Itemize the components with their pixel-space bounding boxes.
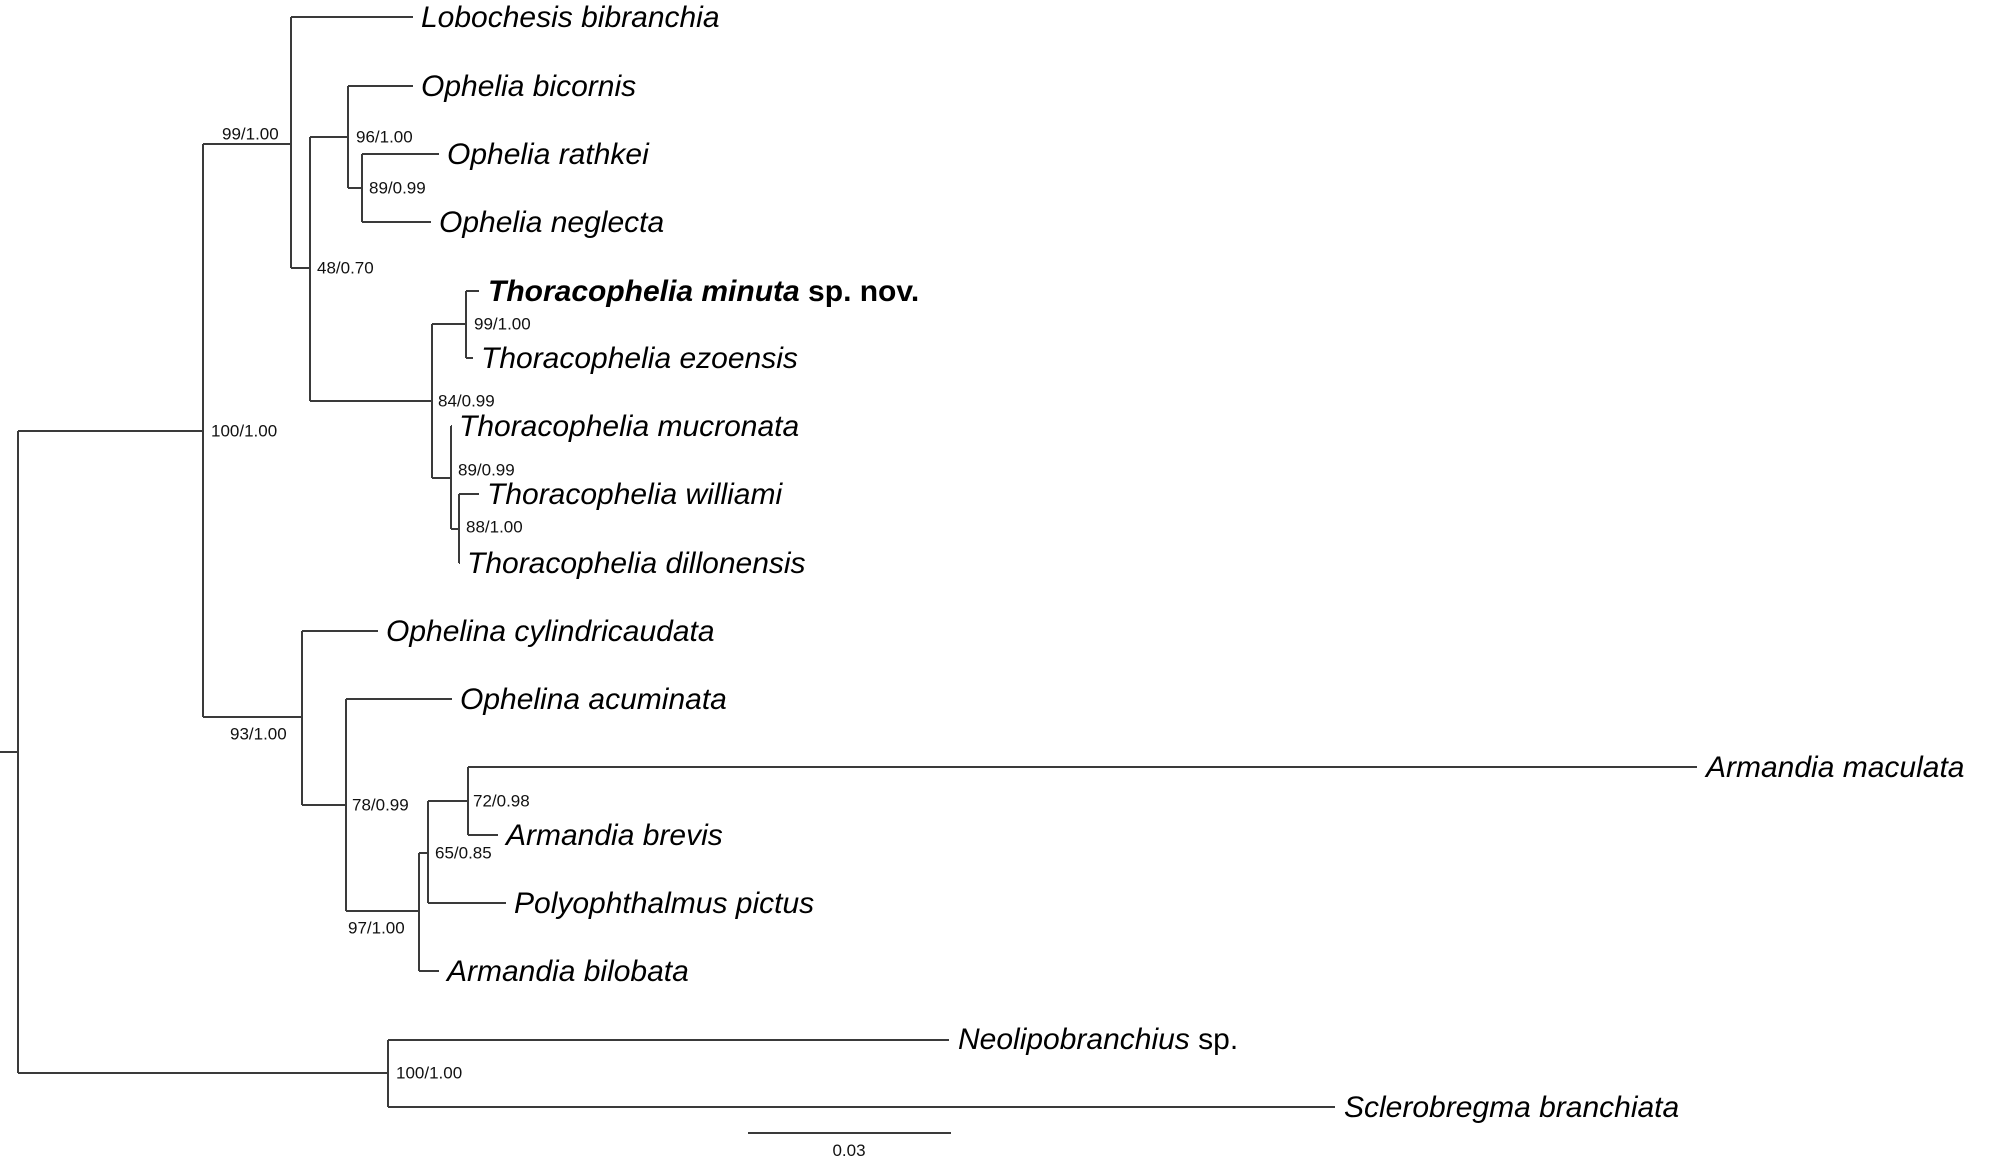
taxon-label-thoracophelia-williami (487, 478, 783, 511)
taxon-name: Ophelia neglecta (439, 205, 665, 239)
taxon-name: Ophelina acuminata (460, 682, 727, 716)
taxon-name: Ophelia bicornis (421, 69, 637, 103)
branches-layer (0, 17, 1697, 1107)
support-value-node-ophelia: 96/1.00 (356, 127, 413, 147)
taxon-name: Ophelina cylindricaudata (386, 614, 715, 648)
taxon-label-ophelina-acuminata (460, 683, 727, 716)
taxon-label-neolipobranchius-sp (958, 1023, 1238, 1056)
support-value-node-acuminata-armandia: 78/0.99 (352, 795, 409, 815)
support-values-layer (211, 125, 531, 1083)
taxon-label-thoracophelia-dillonensis (467, 547, 806, 580)
taxon-label-lobochesis-bibranchia (421, 1, 720, 34)
taxon-label-sclerobregma-branchiata (1344, 1091, 1679, 1124)
support-value-node-minuta-ezoensis: 99/1.00 (474, 314, 531, 334)
taxon-name: Lobochesis bibranchia (421, 0, 720, 34)
scale-bar (748, 1133, 951, 1160)
taxon-name: Armandia brevis (506, 818, 723, 852)
taxon-labels-layer (386, 1, 1964, 1124)
support-value-node-thoracophelia: 84/0.99 (438, 391, 495, 411)
scale-bar-label: 0.03 (832, 1141, 866, 1160)
taxon-name: Sclerobregma branchiata (1344, 1090, 1680, 1124)
taxon-label-armandia-brevis (504, 819, 723, 852)
taxon-label-thoracophelia-ezoensis (481, 342, 798, 375)
taxon-suffix: sp. (1189, 1022, 1239, 1056)
taxon-name: Thoracophelia mucronata (459, 409, 800, 443)
taxon-name: Armandia bilobata (447, 954, 689, 988)
taxon-label-ophelia-neglecta (439, 206, 664, 239)
taxon-name: Thoracophelia ezoensis (481, 341, 798, 375)
support-value-node-rathkei-neglecta: 89/0.99 (369, 178, 426, 198)
support-value-node-armandia-polyophthalmus: 65/0.85 (435, 843, 492, 863)
taxon-label-ophelia-rathkei (447, 138, 650, 171)
support-value-node-lobochesis-ophelia: 99/1.00 (222, 124, 279, 144)
support-value-node-maculata-brevis: 72/0.98 (473, 791, 530, 811)
taxon-name: Neolipobranchius (958, 1022, 1190, 1056)
taxon-label-ophelina-cylindricaudata (386, 615, 715, 648)
support-value-node-williami-dillonensis: 88/1.00 (466, 517, 523, 537)
taxon-label-thoracophelia-mucronata (459, 410, 799, 443)
support-value-node-ingroup: 100/1.00 (211, 421, 278, 441)
taxon-name: Thoracophelia minuta (488, 274, 800, 308)
support-value-node-mucronata-clade: 89/0.99 (458, 460, 515, 480)
taxon-label-armandia-maculata (1704, 751, 1964, 784)
taxon-name: Ophelia rathkei (447, 137, 649, 171)
support-value-node-armandia-clade: 97/1.00 (348, 918, 405, 938)
taxon-label-armandia-bilobata (445, 955, 689, 988)
taxon-label-polyophthalmus-pictus (514, 887, 814, 920)
taxon-name: Polyophthalmus pictus (514, 886, 815, 920)
taxon-label-thoracophelia-minuta (488, 275, 919, 308)
taxon-name: Thoracophelia williami (487, 477, 783, 511)
support-value-node-ophelina-armandia: 93/1.00 (230, 724, 287, 744)
support-value-node-outgroup: 100/1.00 (396, 1063, 463, 1083)
taxon-suffix: sp. nov. (799, 274, 920, 308)
taxon-name: Armandia maculata (1706, 750, 1965, 784)
taxon-name: Thoracophelia dillonensis (467, 546, 806, 580)
taxon-label-ophelia-bicornis (421, 70, 636, 103)
support-value-node-ophelia-thoracophelia: 48/0.70 (317, 258, 374, 278)
